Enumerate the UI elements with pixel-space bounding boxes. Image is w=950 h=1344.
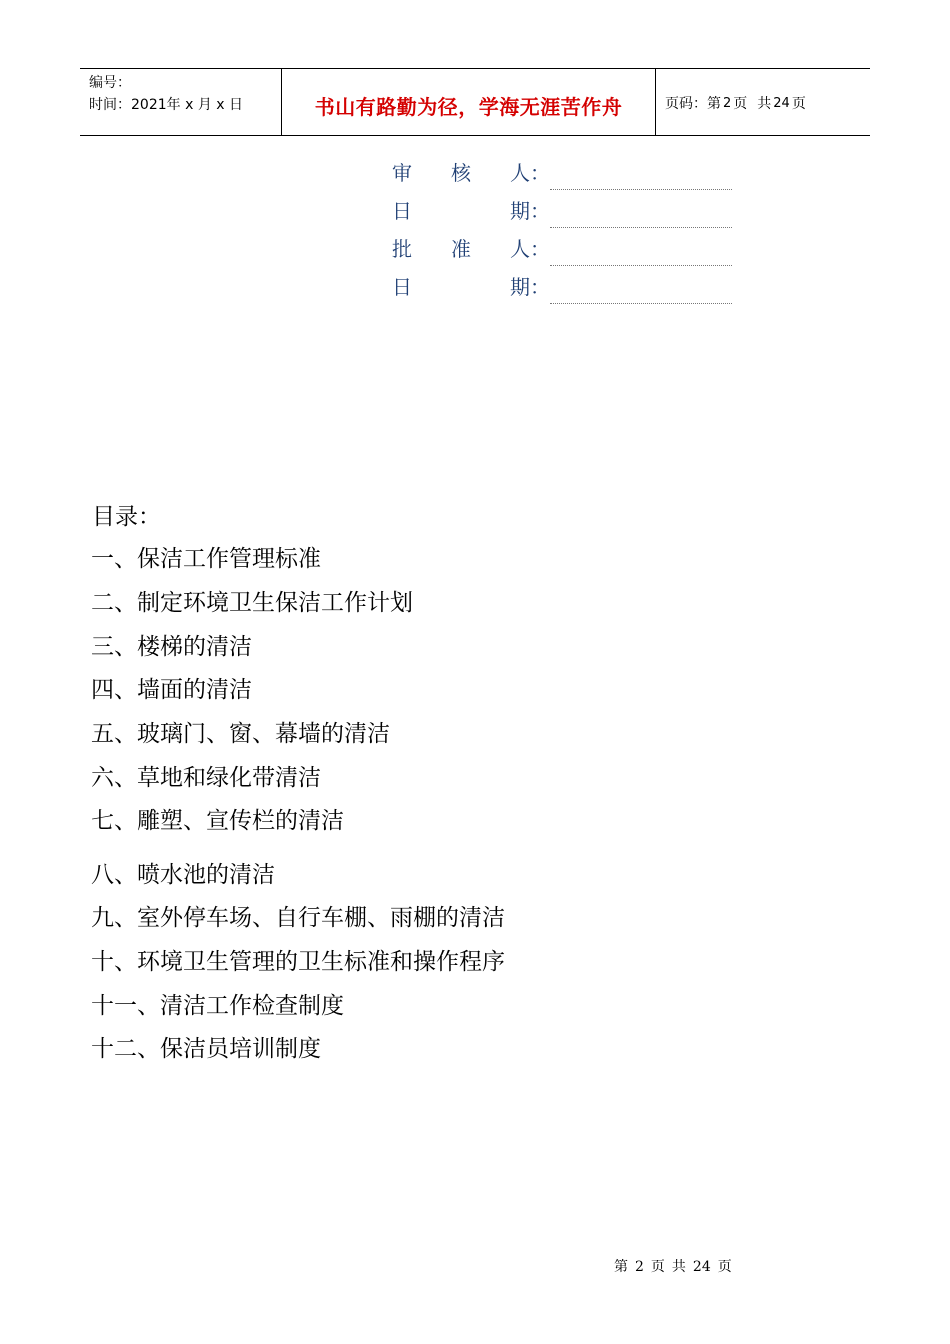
approval-char: 人： [510,236,550,261]
header-total-number: 24 [773,95,790,111]
approval-label [392,233,550,262]
approval-row-reviewer [392,152,732,190]
page-header [80,68,870,136]
toc-item[interactable]: 二、制定环境卫生保洁工作计划 [91,590,413,616]
approval-char: 核 [451,160,471,185]
approval-char: 审 [392,160,412,185]
footer-total-number: 24 [692,1259,711,1275]
footer-text: 页 [650,1259,665,1275]
header-total-suffix: 页 [791,96,806,112]
doc-code-label: 编号： [89,75,131,91]
toc-item[interactable]: 七、雕塑、宣传栏的清洁 [91,808,344,834]
header-page-label: 页码：第 [665,96,721,112]
approval-char: 期： [510,198,550,223]
doc-time [89,94,281,116]
toc-item[interactable]: 六、草地和绿化带清洁 [91,765,321,791]
toc-item[interactable]: 一、保洁工作管理标准 [91,546,321,572]
toc-item[interactable]: 三、楼梯的清洁 [91,634,252,660]
approval-char: 批 [392,236,412,261]
toc-item[interactable]: 八、喷水池的清洁 [91,862,275,888]
toc-item[interactable]: 十、环境卫生管理的卫生标准和操作程序 [91,949,505,975]
doc-time-rest: 年 x 月 x 日 [166,97,244,113]
toc-item[interactable]: 十二、保洁员培训制度 [91,1036,321,1062]
footer-page-info [614,1256,739,1276]
approval-char: 期： [510,274,550,299]
header-motto-cell [282,69,656,135]
toc-title: 目录： [92,504,161,530]
header-page-unit: 页 [733,96,748,112]
footer-page-number: 2 [635,1259,644,1275]
approval-label [392,157,550,186]
approval-row-approve-date [392,266,732,304]
approval-fill-line[interactable] [550,303,732,304]
footer-text: 共 [671,1259,686,1275]
toc-item[interactable]: 十一、清洁工作检查制度 [91,993,344,1019]
approval-label [392,271,550,300]
footer-text: 页 [717,1259,732,1275]
doc-time-label: 时间： [89,97,131,113]
header-total-prefix: 共 [757,96,772,112]
header-page-number: 2 [723,95,732,111]
doc-time-year: 2021 [131,97,167,113]
approval-char: 人： [510,160,550,185]
approval-row-review-date [392,190,732,228]
approval-char: 日 [392,198,412,223]
toc-item[interactable]: 五、玻璃门、窗、幕墙的清洁 [91,721,390,747]
header-motto: 书山有路勤为径，学海无涯苦作舟 [314,94,623,119]
toc-item[interactable]: 四、墙面的清洁 [91,677,252,703]
approval-block [392,152,732,304]
header-page-cell [656,69,870,135]
approval-row-approver [392,228,732,266]
footer-text: 第 [614,1259,628,1275]
approval-char: 日 [392,274,412,299]
header-meta-cell [80,69,282,135]
approval-label [392,195,550,224]
approval-char: 准 [451,236,471,261]
toc-item[interactable]: 九、室外停车场、自行车棚、雨棚的清洁 [91,905,505,931]
